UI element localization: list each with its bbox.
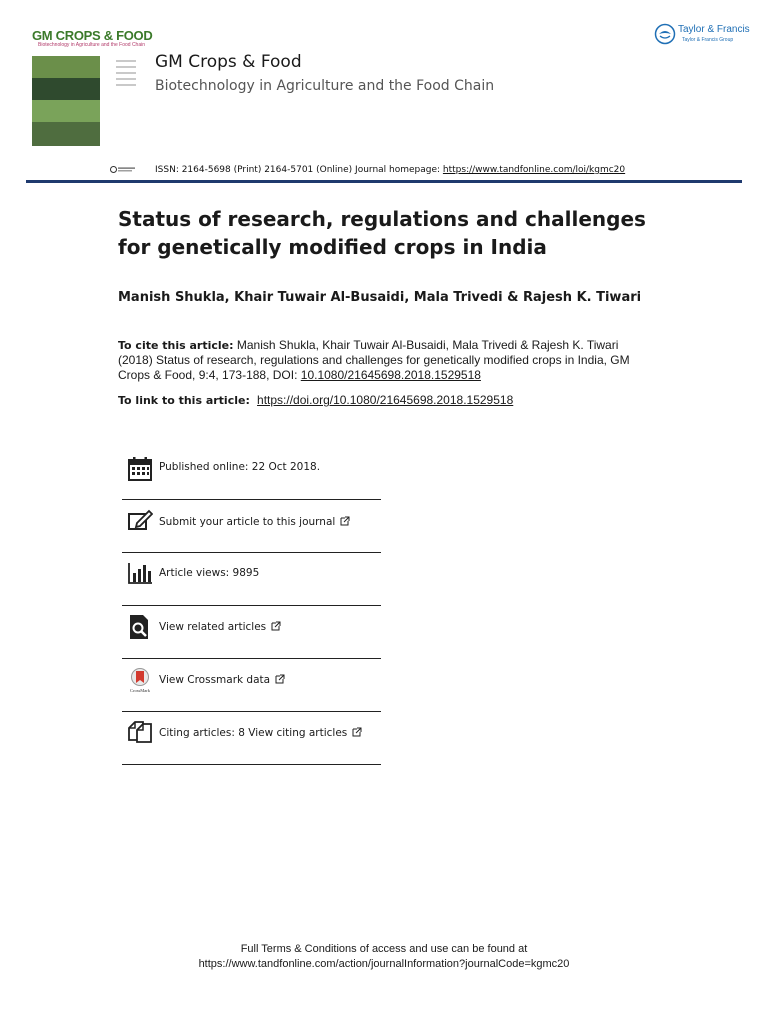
- issn-text: ISSN: 2164-5698 (Print) 2164-5701 (Online) Journal homepage:: [155, 165, 443, 175]
- external-link-icon: [340, 516, 350, 526]
- calendar-icon: [127, 456, 153, 482]
- journal-homepage-link[interactable]: https://www.tandfonline.com/loi/kgmc20: [442, 165, 626, 175]
- article-title: Status of research, regulations and challenges for genetically modified crops in India: [118, 207, 646, 259]
- crossmark-icon: [127, 667, 153, 693]
- publisher-mark-icon: [110, 166, 136, 173]
- article-doi-link[interactable]: https://doi.org/10.1080/21645698.2018.1529518: [257, 393, 514, 407]
- citing-articles-row[interactable]: [122, 712, 381, 765]
- journal-logo-tagline: Biotechnology in Agriculture and the Food Chain: [38, 42, 146, 48]
- article-link-label: To link to this article:: [118, 394, 254, 407]
- citing-articles-link[interactable]: Citing articles: 8 View citing articles: [159, 727, 362, 739]
- citation-doi-link[interactable]: 10.1080/21645698.2018.1529518: [300, 368, 481, 382]
- article-views-row: [122, 553, 381, 606]
- article-authors: Manish Shukla, Khair Tuwair Al-Busaidi, Mala Trivedi & Rajesh K. Tiwari: [118, 290, 642, 305]
- row-divider: [122, 764, 381, 765]
- submit-article-link[interactable]: Submit your article to this journal: [159, 516, 350, 528]
- citation-text: Manish Shukla, Khair Tuwair Al-Busaidi, Mala Trivedi & Rajesh K. Tiwari (2018) Status of research, regulations and challenges for genetically modified crops in India, GM Crops & Food, 9:4, 173-188, DOI:: [118, 338, 630, 382]
- header-divider: [26, 180, 742, 183]
- issn-line: [155, 165, 625, 175]
- publisher-group: Taylor & Francis Group: [682, 37, 734, 43]
- published-date: Published online: 22 Oct 2018.: [159, 461, 321, 473]
- crossmark-row[interactable]: [122, 659, 381, 712]
- journal-title: GM Crops & Food: [155, 52, 302, 72]
- related-articles-link[interactable]: View related articles: [159, 621, 281, 633]
- submit-article-row[interactable]: [122, 500, 381, 553]
- citing-documents-icon: [127, 720, 153, 746]
- search-document-icon: [127, 614, 153, 640]
- publisher-name: Taylor & Francis: [678, 24, 750, 35]
- citation-label: To cite this article:: [118, 339, 234, 352]
- journal-logo: GM CROPS & FOOD: [32, 28, 153, 43]
- published-row: [122, 447, 381, 500]
- article-link-line: [118, 393, 513, 407]
- bar-chart-icon: [127, 560, 153, 586]
- footer-terms: [0, 942, 768, 972]
- journal-subtitle: Biotechnology in Agriculture and the Food Chain: [155, 78, 495, 94]
- crossmark-link[interactable]: View Crossmark data: [159, 674, 285, 686]
- article-views-count: Article views: 9895: [159, 567, 260, 579]
- citation-block: [118, 338, 643, 383]
- external-link-icon: [352, 727, 362, 737]
- cover-side-text: [104, 56, 134, 86]
- edit-icon: [127, 508, 153, 534]
- external-link-icon: [275, 674, 285, 684]
- related-articles-row[interactable]: [122, 606, 381, 659]
- external-link-icon: [271, 621, 281, 631]
- crossmark-icon-label: CrossMark: [130, 688, 150, 693]
- journal-cover-image: [32, 56, 100, 146]
- footer-line-1: Full Terms & Conditions of access and use can be found at: [240, 943, 528, 955]
- taylor-francis-logo-icon: [654, 23, 676, 45]
- footer-terms-link[interactable]: https://www.tandfonline.com/action/journalInformation?journalCode=kgmc20: [198, 958, 570, 970]
